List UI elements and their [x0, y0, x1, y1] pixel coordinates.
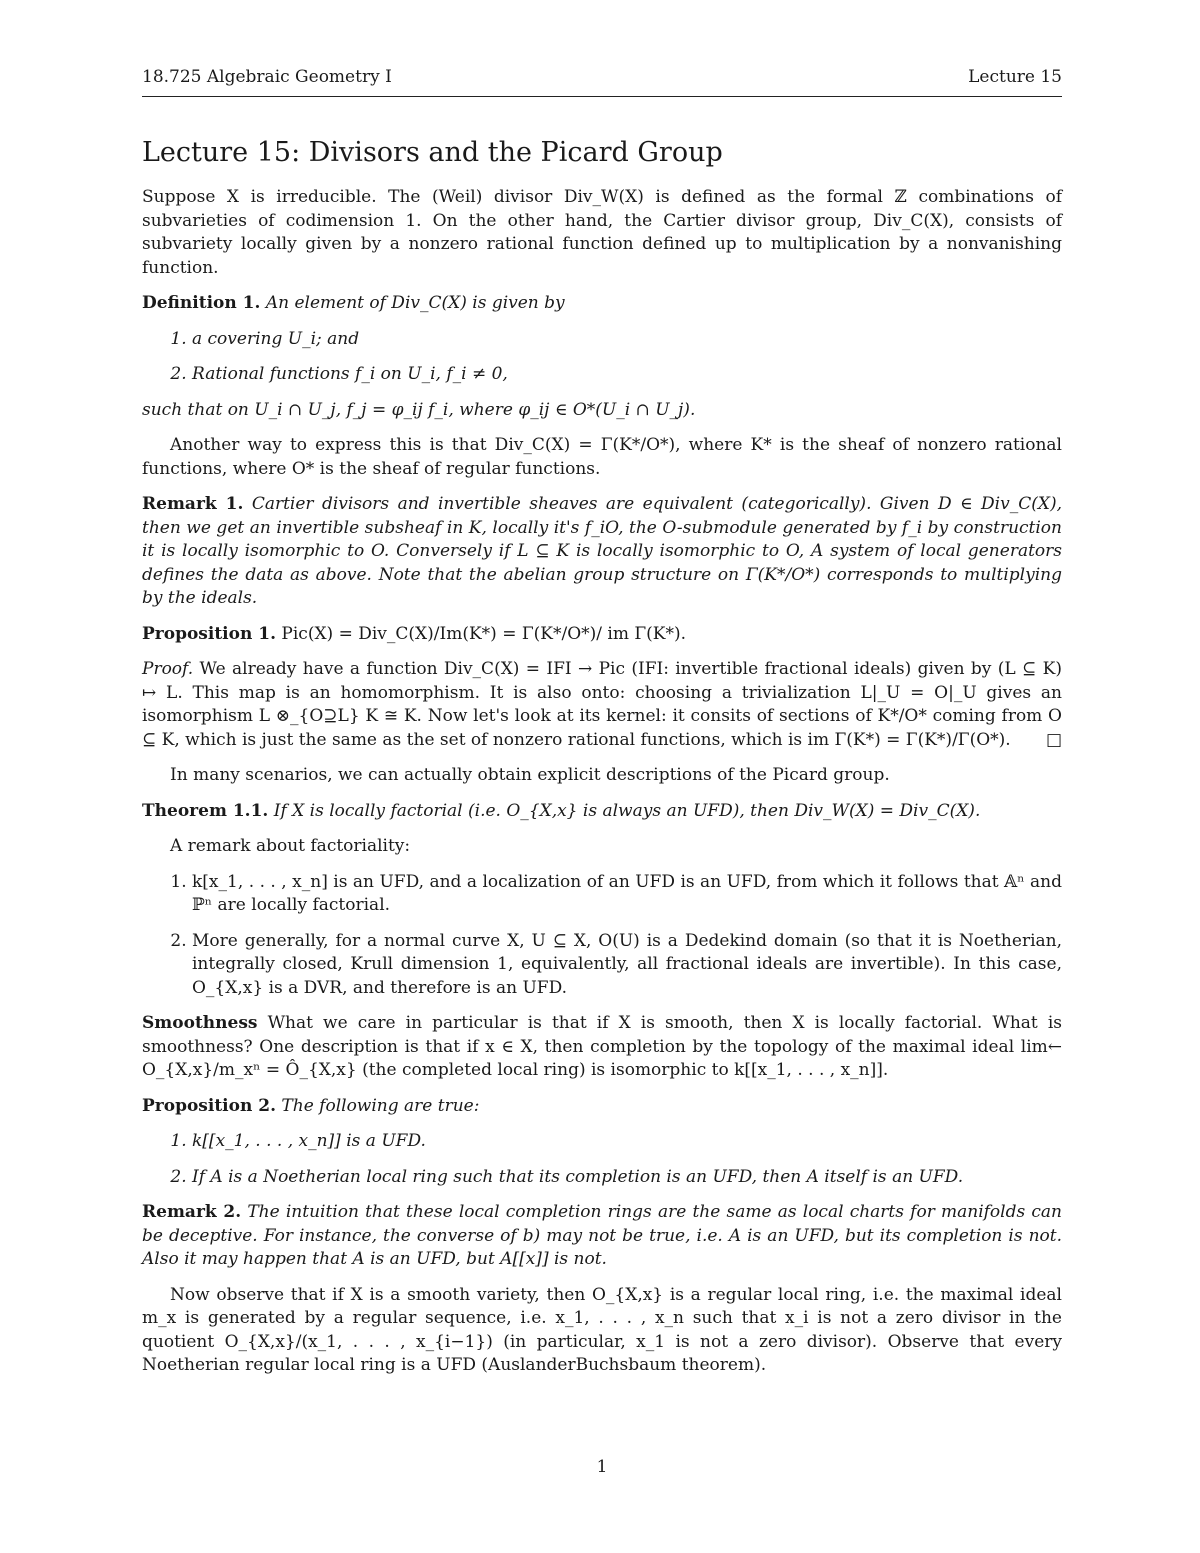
list-item: 2. More generally, for a normal curve X, U ⊆ X, O(U) is a Dedekind domain (so that it is Noetherian, integrally closed, Krull dimension 1, equivalently, all fractional ideals are invertible). In this case, O_{X,x} is a DVR, and therefore is an UFD. — [192, 930, 1062, 1001]
remark-1-label: Remark 1. — [142, 494, 244, 514]
smoothness-text: What we care in particular is that if X is smooth, then X is locally factorial. What is smoothness? One description is that if x ∈ X, then completion by the topology of the maximal ideal lim← O_{X,x}/m_xⁿ = Ô_{X,x} (the completed local ring) is isomorphic to k[[x_1, . . . , x_n]]. — [142, 1013, 1062, 1080]
scenarios-paragraph: In many scenarios, we can actually obtain explicit descriptions of the Picard group. — [170, 765, 890, 785]
factoriality-intro: A remark about factoriality: — [170, 836, 411, 856]
intro-paragraph: Suppose X is irreducible. The (Weil) divisor Div_W(X) is defined as the formal ℤ combinations of subvarieties of codimension 1. On the other hand, the Cartier divisor group, Div_C(X), consists of subvariety locally given by a nonzero rational function defined up to multiplication by a nonvanishing function. — [142, 187, 1062, 278]
proposition-1-text: Pic(X) = Div_C(X)/Im(K*) = Γ(K*/O*)/ im Γ(K*). — [281, 623, 687, 644]
remark-1-text: Cartier divisors and invertible sheaves are equivalent (categorically). Given D ∈ Div_C(X), then we get an invertible subsheaf in K, locally it's f_iO, the O-submodule generated by f_i by construction it is locally isomorphic to O. Conversely if L ⊆ K is locally isomorphic to O, A system of local generators defines the data as above. Note that the abelian group structure on Γ(K*/O*) corresponds to multiplying by the ideals. — [142, 494, 1062, 608]
definition-1-list — [142, 328, 1062, 387]
list-item: 1. a covering U_i; and — [192, 328, 1062, 352]
proposition-2-label: Proposition 2. — [142, 1095, 277, 1116]
proposition-1 — [142, 623, 1062, 647]
another-way-paragraph: Another way to express this is that Div_C(X) = Γ(K*/O*), where K* is the sheaf of nonzero rational functions, where O* is the sheaf of regular functions. — [142, 435, 1062, 479]
list-item: 1. k[[x_1, . . . , x_n]] is a UFD. — [192, 1130, 1062, 1154]
definition-1-statement: An element of Div_C(X) is given by — [265, 293, 565, 313]
proposition-1-label: Proposition 1. — [142, 623, 277, 644]
proof-label: Proof. — [142, 659, 194, 679]
proof-text: We already have a function Div_C(X) = IFI → Pic (IFI: invertible fractional ideals) given by (L ⊆ K) ↦ L. This map is an homomorphism. It is also onto: choosing a trivialization L|_U = O|_U gives an isomorphism L ⊗_{O⊇L} K ≅ K. Now let's look at its kernel: it consits of sections of K*/O* coming from O ⊆ K, which is just the same as the set of nonzero rational functions, which is im Γ(K*) = Γ(K*)/Γ(O*). — [142, 659, 1062, 750]
proposition-2 — [142, 1095, 1062, 1119]
proof — [142, 658, 1062, 752]
running-header — [142, 66, 1062, 97]
page-title: Lecture 15: Divisors and the Picard Group — [142, 137, 723, 168]
definition-1 — [142, 292, 1062, 316]
course-name: 18.725 Algebraic Geometry I — [142, 67, 392, 87]
smoothness-paragraph — [142, 1012, 1062, 1083]
qed-symbol: □ — [1045, 729, 1062, 750]
document-body — [142, 186, 1062, 1390]
definition-1-closing: such that on U_i ∩ U_j, f_j = φ_ij f_i, where φ_ij ∈ O*(U_i ∩ U_j). — [142, 399, 696, 420]
remark-1 — [142, 493, 1062, 611]
remark-2-text: The intuition that these local completion rings are the same as local charts for manifolds can be deceptive. For instance, the converse of b) may not be true, i.e. A is an UFD, but its completion is not. Also it may happen that A is an UFD, but A[[x]] is not. — [142, 1202, 1063, 1269]
page-number: 1 — [596, 1457, 608, 1477]
smoothness-label: Smoothness — [142, 1013, 258, 1033]
lecture-number: Lecture 15 — [968, 67, 1062, 87]
factoriality-list — [142, 871, 1062, 1001]
proposition-2-list — [142, 1130, 1062, 1189]
final-paragraph: Now observe that if X is a smooth variety, then O_{X,x} is a regular local ring, i.e. the maximal ideal m_x is generated by a regular sequence, i.e. x_1, . . . , x_n such that x_i is not a zero divisor in the quotient O_{X,x}/(x_1, . . . , x_{i−1}) (in particular, x_1 is not a zero divisor). Observe that every Noetherian regular local ring is a UFD (AuslanderBuchsbaum theorem). — [142, 1284, 1062, 1375]
list-item: 2. Rational functions f_i on U_i, f_i ≠ 0, — [192, 363, 1062, 387]
list-item: 1. k[x_1, . . . , x_n] is an UFD, and a localization of an UFD is an UFD, from which it follows that 𝔸ⁿ and ℙⁿ are locally factorial. — [192, 871, 1062, 918]
theorem-1-1 — [142, 800, 1062, 824]
list-item: 2. If A is a Noetherian local ring such that its completion is an UFD, then A itself is an UFD. — [192, 1166, 1062, 1190]
theorem-text: If X is locally factorial (i.e. O_{X,x} is always an UFD), then Div_W(X) = Div_C(X). — [273, 800, 981, 821]
proposition-2-statement: The following are true: — [281, 1095, 480, 1116]
remark-2-label: Remark 2. — [142, 1202, 242, 1222]
theorem-label: Theorem 1.1. — [142, 800, 269, 821]
remark-2 — [142, 1201, 1062, 1272]
definition-1-label: Definition 1. — [142, 293, 261, 313]
